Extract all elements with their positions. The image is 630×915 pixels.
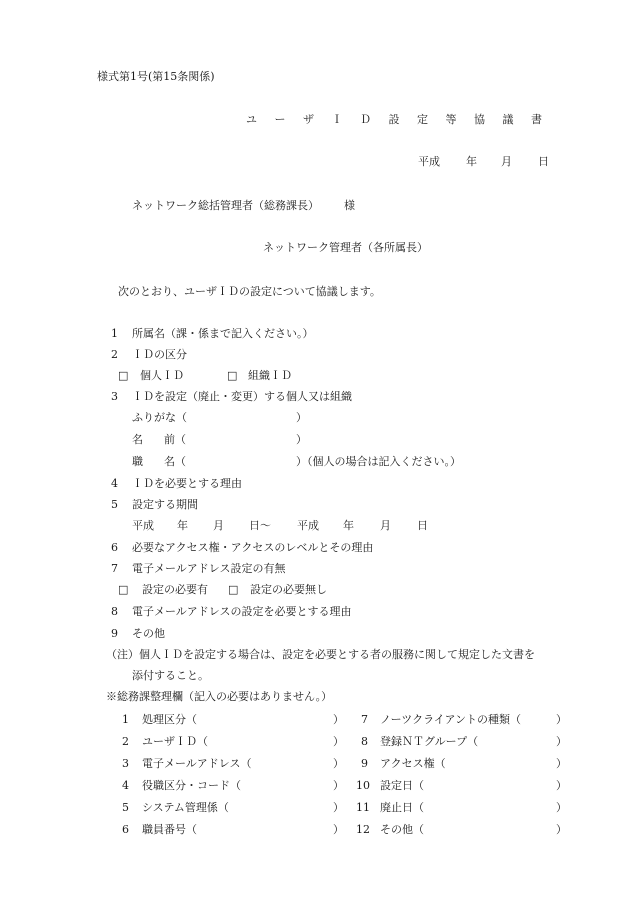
admin-item-number: 4 <box>122 779 129 792</box>
admin-item-label: その他（ <box>380 823 424 836</box>
admin-item-number: 10 <box>356 779 370 792</box>
admin-item-number: 9 <box>361 757 368 770</box>
admin-item-close: ） <box>333 757 344 770</box>
addressee-honorific: 様 <box>344 199 355 212</box>
admin-item-label: 廃止日（ <box>380 801 424 814</box>
period-start-day: 日～ <box>249 519 271 532</box>
item-6-number: 6 <box>111 541 118 554</box>
furigana-label: ふりがな（ <box>132 411 187 424</box>
admin-item-label: 役職区分・コード（ <box>142 779 241 792</box>
item-7-label: 電子メールアドレス設定の有無 <box>132 562 286 575</box>
form-number: 様式第1号(第15条関係) <box>97 70 215 83</box>
email-required-checkbox[interactable]: □ <box>118 583 129 596</box>
period-end-month: 月 <box>380 519 391 532</box>
admin-item-label: 処理区分（ <box>142 713 197 726</box>
admin-item-close: ） <box>556 735 567 748</box>
admin-item-label: ユーザＩＤ（ <box>142 735 208 748</box>
admin-item-number: 1 <box>122 713 129 726</box>
item-4-number: 4 <box>111 477 118 490</box>
admin-item-close: ） <box>556 779 567 792</box>
admin-item-label: 登録ＮＴグループ（ <box>380 735 479 748</box>
page-title: ユ ー ザ Ｉ Ｄ 設 定 等 協 議 書 <box>246 113 549 126</box>
admin-item-number: 6 <box>122 823 129 836</box>
date-month: 月 <box>501 155 512 168</box>
item-2-number: 2 <box>111 348 118 361</box>
item-8-label: 電子メールアドレスの設定を必要とする理由 <box>132 605 352 618</box>
date-year: 年 <box>466 155 477 168</box>
item-3-label: ＩＤを設定（廃止・変更）する個人又は組織 <box>132 390 352 403</box>
item-4-label: ＩＤを必要とする理由 <box>132 477 242 490</box>
admin-item-close: ） <box>333 735 344 748</box>
email-required-label: 設定の必要有 <box>142 583 208 596</box>
item-7-number: 7 <box>111 562 118 575</box>
period-end-year: 年 <box>343 519 354 532</box>
admin-item-number: 8 <box>361 735 368 748</box>
admin-item-close: ） <box>556 757 567 770</box>
name-label-2: 前（ <box>164 433 186 446</box>
admin-item-number: 12 <box>356 823 370 836</box>
period-end-day: 日 <box>417 519 428 532</box>
name-label-1: 名 <box>132 433 143 446</box>
item-8-number: 8 <box>111 605 118 618</box>
org-id-label: 組織ＩＤ <box>248 369 292 382</box>
item-6-label: 必要なアクセス権・アクセスのレベルとその理由 <box>132 541 374 554</box>
admin-item-close: ） <box>333 823 344 836</box>
item-9-number: 9 <box>111 627 118 640</box>
sender: ネットワーク管理者（各所属長） <box>263 241 428 254</box>
admin-item-number: 3 <box>122 757 129 770</box>
email-not-required-label: 設定の必要無し <box>250 583 327 596</box>
item-9-label: その他 <box>132 627 165 640</box>
personal-id-checkbox[interactable]: □ <box>118 369 129 382</box>
admin-item-close: ） <box>333 801 344 814</box>
admin-item-close: ） <box>333 779 344 792</box>
note-line-1: （注）個人ＩＤを設定する場合は、設定を必要とする者の服務に関して規定した文書を <box>106 648 535 661</box>
admin-item-label: 電子メールアドレス（ <box>142 757 252 770</box>
admin-item-number: 11 <box>356 801 370 814</box>
admin-item-close: ） <box>556 801 567 814</box>
period-start-era: 平成 <box>132 519 154 532</box>
intro-text: 次のとおり、ユーザＩＤの設定について協議します。 <box>118 285 381 298</box>
item-3-number: 3 <box>111 390 118 403</box>
addressee-name: ネットワーク総括管理者（総務課長） <box>132 199 319 212</box>
name-close: ） <box>296 433 307 446</box>
period-end-era: 平成 <box>297 519 319 532</box>
admin-item-number: 7 <box>361 713 368 726</box>
item-5-label: 設定する期間 <box>132 498 198 511</box>
period-start-year: 年 <box>177 519 188 532</box>
job-label-1: 職 <box>132 455 143 468</box>
item-1-label: 所属名（課・係まで記入ください。） <box>132 327 314 340</box>
date-era: 平成 <box>418 155 440 168</box>
admin-item-number: 2 <box>122 735 129 748</box>
item-5-number: 5 <box>111 498 118 511</box>
admin-item-close: ） <box>333 713 344 726</box>
period-start-month: 月 <box>213 519 224 532</box>
admin-item-label: アクセス権（ <box>380 757 446 770</box>
job-label-2: 名（ <box>164 455 186 468</box>
admin-item-close: ） <box>556 823 567 836</box>
note-line-2: 添付すること。 <box>132 669 209 682</box>
admin-item-number: 5 <box>122 801 129 814</box>
admin-item-close: ） <box>556 713 567 726</box>
org-id-checkbox[interactable]: □ <box>227 369 238 382</box>
admin-item-label: 設定日（ <box>380 779 424 792</box>
admin-item-label: 職員番号（ <box>142 823 197 836</box>
job-close: ）（個人の場合は記入ください。） <box>296 455 461 468</box>
item-1-number: 1 <box>111 327 118 340</box>
admin-item-label: システム管理係（ <box>142 801 229 814</box>
date-day: 日 <box>538 155 549 168</box>
email-not-required-checkbox[interactable]: □ <box>228 583 239 596</box>
personal-id-label: 個人ＩＤ <box>140 369 184 382</box>
item-2-label: ＩＤの区分 <box>132 348 187 361</box>
admin-item-label: ノーツクライアントの種類（ <box>380 713 522 726</box>
furigana-close: ） <box>296 411 307 424</box>
admin-section-header: ※総務課整理欄（記入の必要はありません。） <box>106 690 333 703</box>
